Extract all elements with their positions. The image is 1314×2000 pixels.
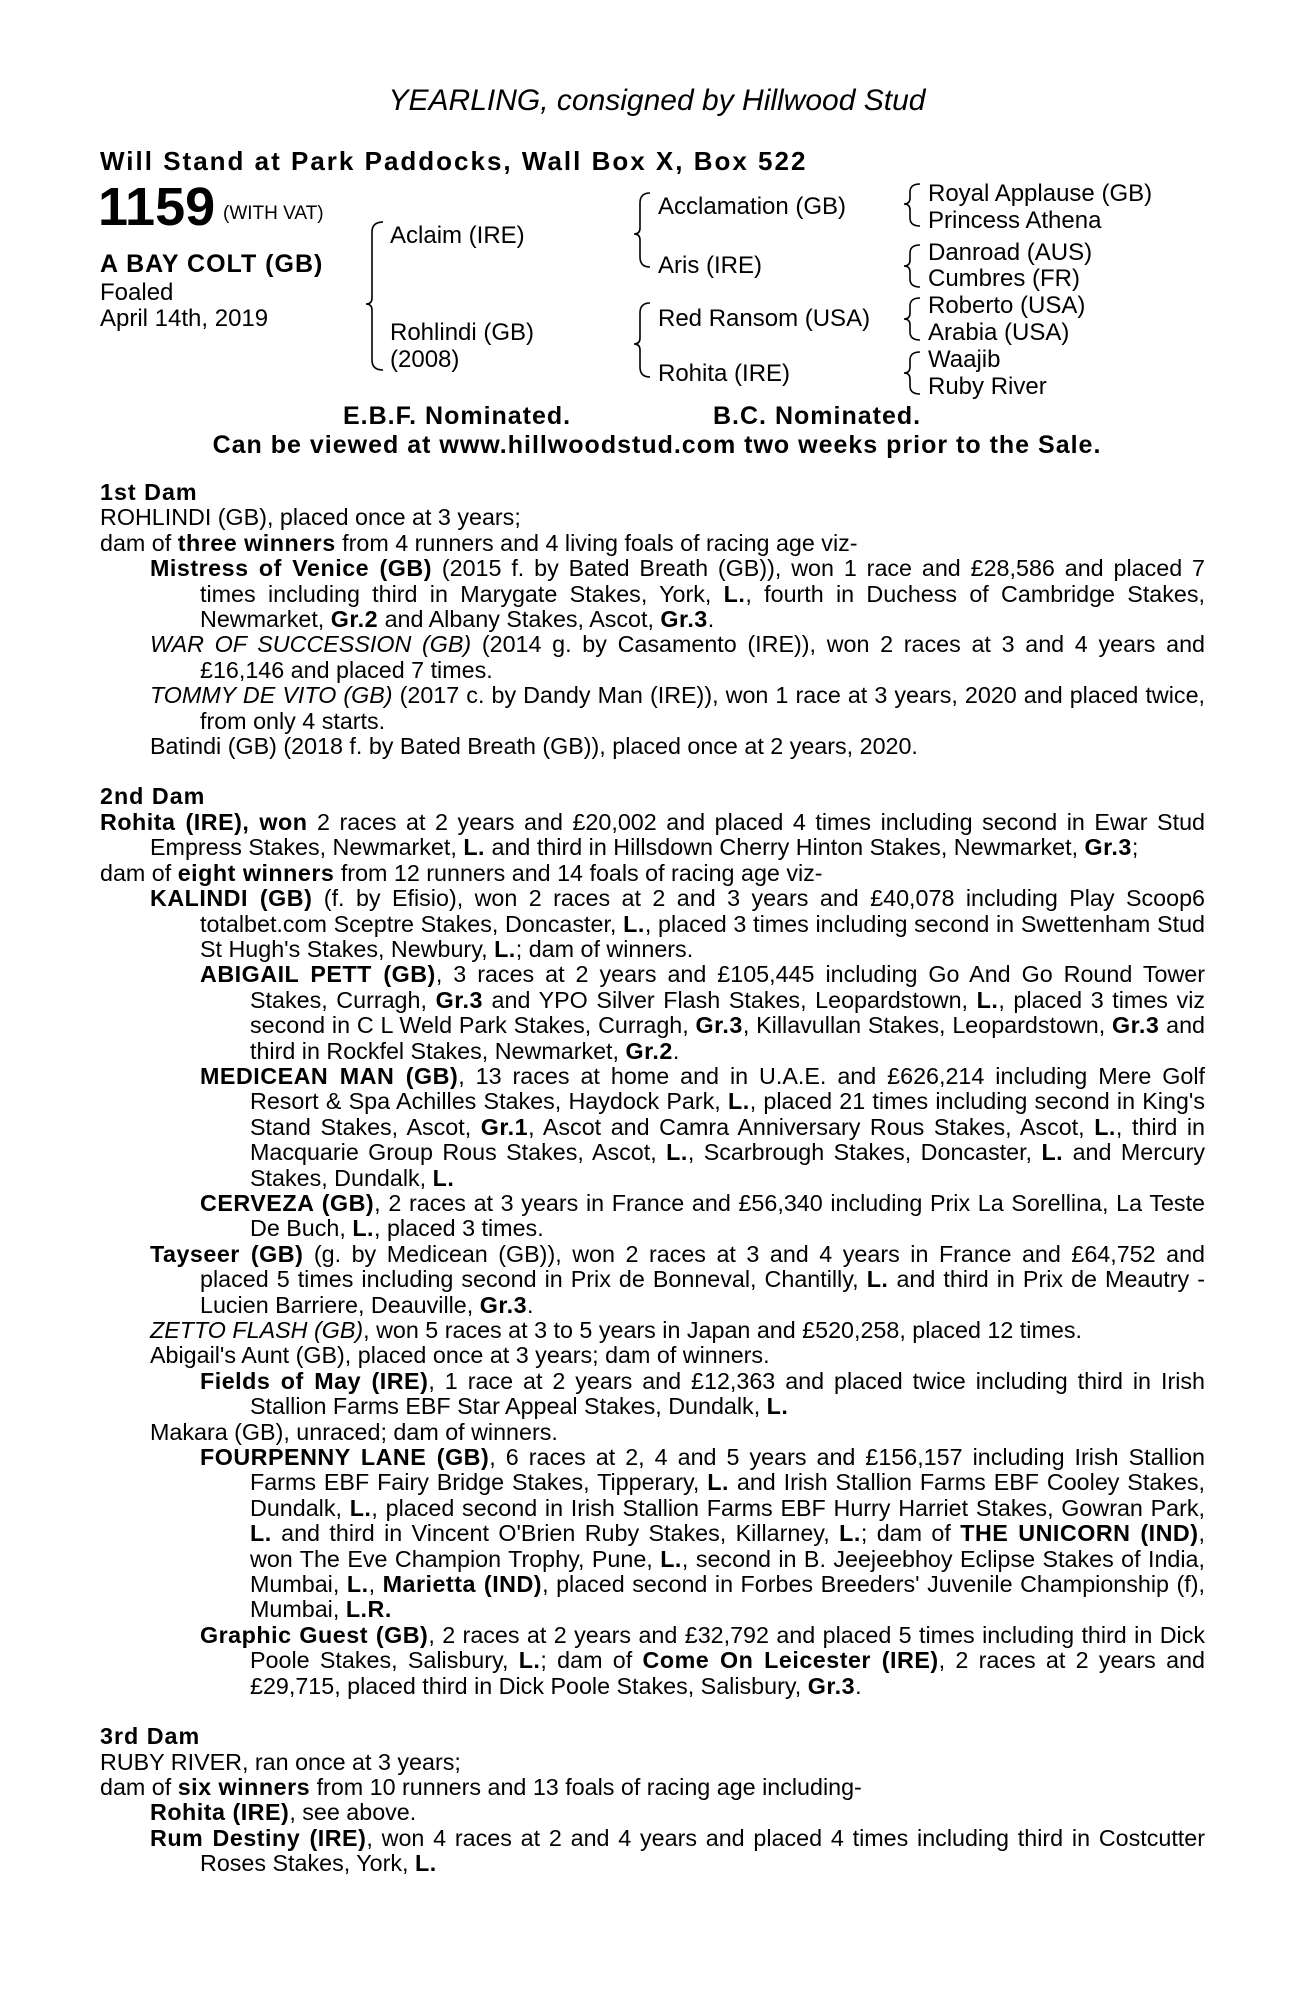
- pedigree-sire-dam: Aris (IRE): [658, 252, 762, 279]
- pedigree-g5: Roberto (USA): [928, 292, 1086, 319]
- pedigree-body: [100, 480, 1205, 1877]
- page-heading: YEARLING, consigned by Hillwood Stud: [388, 84, 926, 117]
- foaled-date: April 14th, 2019: [100, 305, 269, 332]
- progeny-entry: ABIGAIL PETT (GB), 3 races at 2 years and £105,445 including Go And Go Round Tower Stakes, Curragh, Gr.3 and YPO Silver Flash Stakes, Leopardstown, L., placed 3 times viz second in C L Weld Park Stakes, Curragh, Gr.3, Killavullan Stakes, Leopardstown, Gr.3 and third in Rockfel Stakes, Newmarket, Gr.2.: [200, 961, 1206, 1064]
- pedigree-g8: Ruby River: [928, 373, 1047, 400]
- pedigree-g1: Royal Applause (GB): [928, 180, 1153, 207]
- pedigree-dam-dam: Rohita (IRE): [658, 360, 791, 387]
- progeny-entry: Mistress of Venice (GB) (2015 f. by Bated Breath (GB)), won 1 race and £28,586 and placed 7 times including third in Marygate Stakes, York, L., fourth in Duchess of Cambridge Stakes, Newmarket, Gr.2 and Albany Stakes, Ascot, Gr.3.: [150, 555, 1205, 633]
- foaled-label: Foaled: [100, 279, 174, 306]
- pedigree-dam: Rohlindi (GB): [390, 319, 535, 346]
- progeny-entry: Abigail's Aunt (GB), placed once at 3 years; dam of winners.: [150, 1342, 770, 1369]
- lot-number: 1159: [98, 177, 216, 237]
- pedigree-g2: Princess Athena: [928, 207, 1102, 234]
- progeny-entry: WAR OF SUCCESSION (GB) (2014 g. by Casamento (IRE)), won 2 races at 3 and 4 years and £16,146 and placed 7 times.: [150, 631, 1205, 683]
- pedigree-sire-sire: Acclamation (GB): [658, 193, 847, 220]
- pedigree-g7: Waajib: [928, 346, 1001, 373]
- second-dam-summary: dam of eight winners from 12 runners and 14 foals of racing age viz-: [100, 859, 823, 886]
- pedigree-dam-year: (2008): [390, 346, 460, 373]
- first-dam-line: ROHLINDI (GB), placed once at 3 years;: [100, 504, 521, 531]
- progeny-entry: Tayseer (GB) (g. by Medicean (GB)), won 2 races at 3 and 4 years in France and £64,752 and placed 5 times including second in Prix de Bonneval, Chantilly, L. and third in Prix de Meautry - Lucien Barriere, Deauville, Gr.3.: [150, 1240, 1205, 1318]
- second-dam-line: Rohita (IRE), won 2 races at 2 years and £20,002 and placed 4 times including second in Ewar Stud Empress Stakes, Newmarket, L. and third in Hillsdown Cherry Hinton Stakes, Newmarket, Gr.3;: [100, 808, 1205, 861]
- progeny-entry: ZETTO FLASH (GB), won 5 races at 3 to 5 years in Japan and £520,258, placed 12 times.: [150, 1317, 1082, 1343]
- progeny-entry: MEDICEAN MAN (GB), 13 races at home and in U.A.E. and £626,214 including Mere Golf Resort & Spa Achilles Stakes, Haydock Park, L., placed 21 times including second in King's Stand Stakes, Ascot, Gr.1, Ascot and Camra Anniversary Rous Stakes, Ascot, L., third in Macquarie Group Rous Stakes, Ascot, L., Scarbrough Stakes, Doncaster, L. and Mercury Stakes, Dundalk, L.: [200, 1062, 1206, 1191]
- pedigree-dam-sire: Red Ransom (USA): [658, 305, 871, 332]
- first-dam-summary: dam of three winners from 4 runners and 4 living foals of racing age viz-: [100, 529, 858, 556]
- pedigree-g6: Arabia (USA): [928, 319, 1070, 346]
- pedigree-sire: Aclaim (IRE): [390, 222, 525, 249]
- second-dam-title: 2nd Dam: [100, 783, 206, 810]
- progeny-entry: CERVEZA (GB), 2 races at 3 years in France and £56,340 including Prix La Sorellina, La Teste De Buch, L., placed 3 times.: [200, 1189, 1205, 1242]
- third-dam-line: RUBY RIVER, ran once at 3 years;: [100, 1748, 461, 1775]
- first-dam-title: 1st Dam: [100, 479, 198, 505]
- vat-note: (WITH VAT): [223, 203, 324, 224]
- ebf-nominated: E.B.F. Nominated.: [343, 402, 572, 430]
- progeny-entry: Graphic Guest (GB), 2 races at 2 years and £32,792 and placed 5 times including third in Dick Poole Stakes, Salisbury, L.; dam of Come On Leicester (IRE), 2 races at 2 years and £29,715, placed third in Dick Poole Stakes, Salisbury, Gr.3.: [200, 1621, 1205, 1699]
- progeny-entry: Batindi (GB) (2018 f. by Bated Breath (GB)), placed once at 2 years, 2020.: [150, 733, 918, 760]
- progeny-entry: KALINDI (GB) (f. by Efisio), won 2 races at 2 and 3 years and £40,078 including Play Scoop6 totalbet.com Sceptre Stakes, Doncaster, L., placed 3 times including second in Swettenham Stud St Hugh's Stakes, Newbury, L.; dam of winners.: [150, 885, 1205, 962]
- progeny-entry: Rohita (IRE), see above.: [150, 1799, 417, 1826]
- third-dam-title: 3rd Dam: [100, 1723, 201, 1750]
- progeny-entry: Makara (GB), unraced; dam of winners.: [150, 1418, 558, 1445]
- progeny-entry: Rum Destiny (IRE), won 4 races at 2 and 4 years and placed 4 times including third in Costcutter Roses Stakes, York, L.: [150, 1824, 1205, 1877]
- pedigree-g3: Danroad (AUS): [928, 239, 1093, 266]
- bc-nominated: B.C. Nominated.: [713, 402, 922, 430]
- progeny-entry: Fields of May (IRE), 1 race at 2 years and £12,363 and placed twice including third in Irish Stallion Farms EBF Star Appeal Stakes, Dundalk, L.: [200, 1367, 1205, 1420]
- pedigree-g4: Cumbres (FR): [928, 265, 1081, 292]
- third-dam-summary: dam of six winners from 10 runners and 13 foals of racing age including-: [100, 1773, 862, 1800]
- stand-location: Will Stand at Park Paddocks, Wall Box X, Box 522: [100, 146, 808, 176]
- viewing-note: Can be viewed at www.hillwoodstud.com two weeks prior to the Sale.: [212, 431, 1102, 459]
- progeny-entry: FOURPENNY LANE (GB), 6 races at 2, 4 and 5 years and £156,157 including Irish Stallion Farms EBF Fairy Bridge Stakes, Tipperary, L. and Irish Stallion Farms EBF Cooley Stakes, Dundalk, L., placed second in Irish Stallion Farms EBF Hurry Harriet Stakes, Gowran Park, L. and third in Vincent O'Brien Ruby Stakes, Killarney, L.; dam of THE UNICORN (IND), won The Eve Champion Trophy, Pune, L., second in B. Jeejeebhoy Eclipse Stakes of India, Mumbai, L., Marietta (IND), placed second in Forbes Breeders' Juvenile Championship (f), Mumbai, L.R.: [200, 1444, 1206, 1623]
- progeny-entry: TOMMY DE VITO (GB) (2017 c. by Dandy Man (IRE)), won 1 race at 3 years, 2020 and placed twice, from only 4 starts.: [150, 682, 1205, 734]
- lot-title: A BAY COLT (GB): [100, 250, 324, 278]
